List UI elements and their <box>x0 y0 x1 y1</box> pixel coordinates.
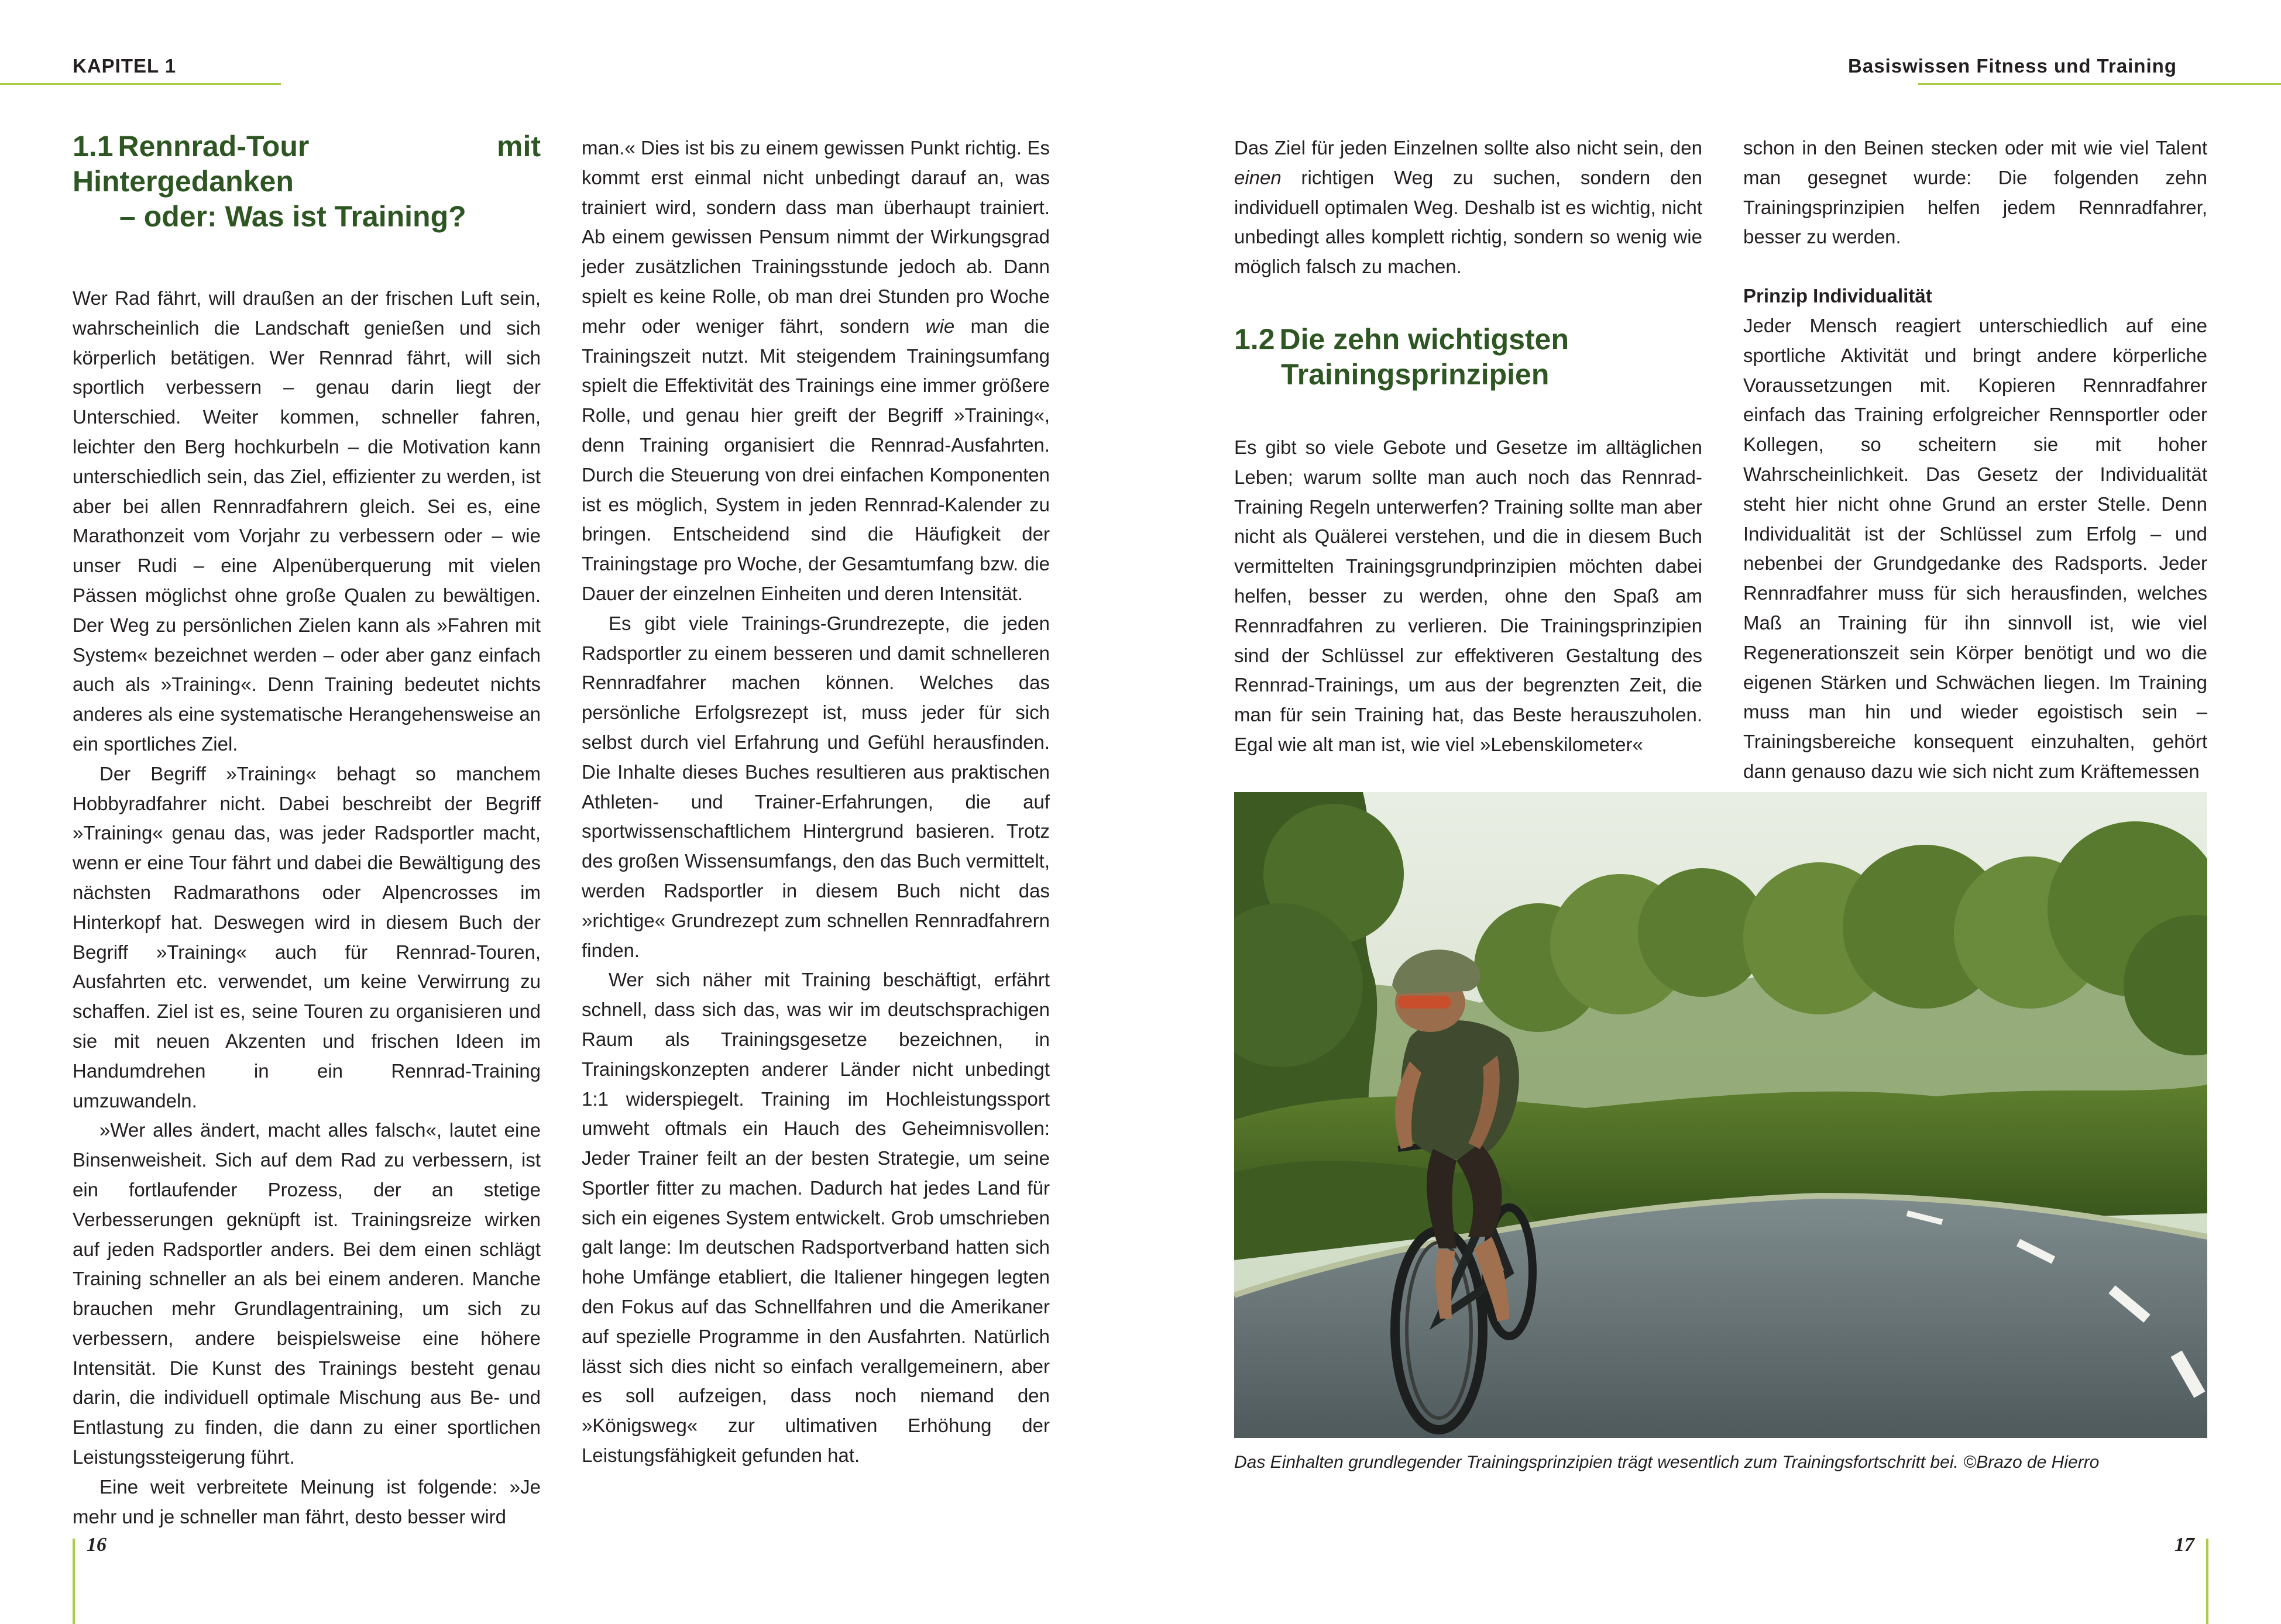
body-paragraph <box>582 133 1050 609</box>
header-rule <box>1918 83 2281 85</box>
running-head-chapter: KAPITEL 1 <box>73 55 177 77</box>
page-number: 17 <box>2174 1534 2194 1556</box>
emphasis: einen <box>1234 166 1282 188</box>
left-column-1 <box>73 129 541 1532</box>
emphasis: wie <box>925 315 955 337</box>
section-heading-1-1 <box>73 129 541 234</box>
body-paragraph: schon in den Beinen stecken oder mit wie viel Talent man gesegnet wurde: Die folgenden zehn Trainingsprinzipien helfen jedem Rennradfahrer, besser zu werden. <box>1743 137 2207 248</box>
subheading-prinzip-individualitaet: Prinzip Individualität <box>1743 285 1932 307</box>
photo-caption: Das Einhalten grundlegender Trainingsprinzipien trägt wesentlich zum Trainingsfortschritt bei. ©Brazo de Hierro <box>1234 1453 2100 1472</box>
section-number: 1.2 <box>1234 322 1275 356</box>
body-paragraph: Es gibt so viele Gebote und Gesetze im alltäglichen Leben; warum sollte man auch noch das Rennrad-Training Regeln unterwerfen? Training sollte man aber nicht als Quälerei verstehen, und die in diesem Buch vermittelten Trainingsgrundprinzipien möchten dabei helfen, besser zu werden, ohne den Spaß am Rennradfahren zu verlieren. Die Trainingsprinzipien sind der Schlüssel zur effektiveren Gestaltung des Rennrad-Trainings, um aus der begrenzten Zeit, die man für sein Training hat, das Beste herauszuholen. Egal wie alt man ist, wie viel »Lebenskilometer« <box>1234 436 1702 755</box>
folio-bar <box>73 1539 75 1624</box>
right-column-2 <box>1743 133 2207 787</box>
section-title-line-2: – oder: Was ist Training? <box>119 200 466 233</box>
body-paragraph: Wer sich näher mit Training beschäftigt, erfährt schnell, dass sich das, was wir im deutschsprachigen Raum als Trainingsgesetze bezeichnen, in Trainingskonzepten anderer Länder nicht unbedingt 1:1 widerspiegelt. Training im Hochleistungssport umweht oftmals ein Hauch des Geheimnisvollen: Jeder Trainer feilt an der besten Strategie, um seine Sportler fitter zu machen. Dadurch hat jedes Land für sich ein eigenes System entwickelt. Grob umschrieben galt lange: Im deutschen Radsportverband hatten sich hohe Umfänge etabliert, die Italiener hingegen legten den Fokus auf das Schnellfahren und die Amerikaner auf spezielle Programme in den Ausfahrten. Natürlich lässt sich dies nicht so einfach verallgemeinern, aber es soll aufzeigen, dass noch niemand den »Königsweg« zur ultimativen Erhöhung der Leistungsfähigkeit gefunden hat. <box>582 969 1050 1467</box>
folio-bar <box>2206 1539 2208 1624</box>
section-title-line-1: Die zehn wichtigsten <box>1279 322 1569 356</box>
left-column-2 <box>582 133 1050 1471</box>
page-number: 16 <box>87 1534 107 1556</box>
section-title-line-2: Trainingsprinzipien <box>1281 357 1550 391</box>
text-run: richtigen Weg zu suchen, sondern den individuell optimalen Weg. Deshalb ist es wichtig, nicht unbedingt alles komplett richtig, sondern so wenig wie möglich falsch zu machen. <box>1234 166 1702 278</box>
body-paragraph <box>1234 133 1702 282</box>
text-run: man die Trainingszeit nutzt. Mit steigendem Trainingsumfang spielt die Effektivität des Trainings eine immer größere Rolle, und genau hier greift der Begriff »Training«, denn Training organisiert die Rennrad-Ausfahrten. Durch die Steuerung von drei einfachen Komponenten ist es möglich, System in jeden Rennrad-Kalender zu bringen. Entscheidend sind die Häufigkeit der Trainingstage pro Woche, der Gesamtumfang bzw. die Dauer der einzelnen Einheiten und deren Intensität. <box>582 315 1050 604</box>
left-page <box>0 0 1140 1624</box>
text-run: man.« Dies ist bis zu einem gewissen Punkt richtig. Es kommt erst einmal nicht unbedingt darauf an, was trainiert wird, sondern dass man überhaupt trainiert. Ab einem gewissen Pensum nimmt der Wirkungsgrad jeder zusätzlichen Trainingsstunde jedoch ab. Dann spielt es keine Rolle, ob man drei Stunden pro Woche mehr oder weniger fährt, sondern <box>582 137 1050 337</box>
right-column-1 <box>1234 133 1702 760</box>
header-rule <box>0 83 281 85</box>
running-head-title: Basiswissen Fitness und Training <box>1848 55 2177 77</box>
body-paragraph: Jeder Mensch reagiert unterschiedlich auf eine sportliche Aktivität und bringt andere körperliche Voraussetzungen mit. Kopieren Rennradfahrer einfach das Training erfolgreicher Rennsportler oder Kollegen, so scheitern sie mit hoher Wahrscheinlichkeit. Das Gesetz der Individualität steht hier nicht ohne Grund an erster Stelle. Denn Individualität ist der Schlüssel zum Erfolg – und nebenbei der Grundgedanke des Radsports. Jeder Rennradfahrer muss für sich herausfinden, welches Maß an Training für ihn sinnvoll ist, wie viel Regenerationszeit sein Körper benötigt und wo die eigenen Stärken und Schwächen liegen. Im Training muss man hin und wieder egoistisch sein – Trainingsbereiche konsequent einzuhalten, gehört dann genauso dazu wie sich nicht zum Kräftemessen <box>1743 314 2207 782</box>
body-paragraph: Eine weit verbreitete Meinung ist folgende: »Je mehr und je schneller man fährt, desto besser wird <box>73 1475 541 1527</box>
cyclist-photo <box>1234 792 2207 1438</box>
body-paragraph: Der Begriff »Training« behagt so manchem Hobbyradfahrer nicht. Dabei beschreibt der Begriff »Training« genau das, was jeder Radsportler macht, wenn er eine Tour fährt und dabei die Bewältigung des nächsten Radmarathons oder Alpencrosses im Hinterkopf hat. Deswegen wird in diesem Buch der Begriff »Training« auch für Rennrad-Touren, Ausfahrten etc. verwendet, um keine Verwirrung zu schaffen. Ziel ist es, seine Touren zu organisieren und sie mit neuen Akzenten und frischen Ideen im Handumdrehen in ein Rennrad-Training umzuwandeln. <box>73 762 541 1112</box>
section-heading-1-2 <box>1234 322 1702 392</box>
body-paragraph: Wer Rad fährt, will draußen an der frischen Luft sein, wahrscheinlich die Landschaft genießen und sich körperlich betätigen. Wer Rennrad fährt, will sich sportlich verbessern – genau darin liegt der Unterschied. Weiter kommen, schneller fahren, leichter den Berg hochkurbeln – die Motivation kann unterschiedlich sein, das Ziel, effizienter zu werden, ist aber bei allen Rennradfahrern gleich. Sei es, eine Marathonzeit vom Vorjahr zu verbessern oder – wie unser Rudi – eine Alpenüberquerung mit vielen Pässen möglichst ohne große Qualen zu bewältigen. Der Weg zu persönlichen Zielen kann als »Fahren mit System« bezeichnet werden – oder aber ganz einfach auch als »Training«. Denn Training bedeutet nichts anderes als eine systematische Herangehensweise an ein sportliches Ziel. <box>73 287 541 755</box>
section-title-line-1: Rennrad-Tour mit Hintergedanken <box>73 130 541 198</box>
body-paragraph: »Wer alles ändert, macht alles falsch«, lautet eine Binsenweisheit. Sich auf dem Rad zu verbessern, ist ein fortlaufender Prozess, der an stetige Verbesserungen geknüpft ist. Trainingsreize wirken auf jeden Radsportler anders. Bei dem einen schlägt Training schneller an als bei einem anderen. Manche brauchen mehr Grundlagentraining, um sich zu verbessern, andere beispielsweise eine höhere Intensität. Die Kunst des Trainings besteht genau darin, die individuell optimale Mischung aus Be- und Entlastung zu finden, die dann zu einer sportlichen Leistungssteigerung führt. <box>73 1119 541 1468</box>
body-paragraph: Es gibt viele Trainings-Grundrezepte, die jeden Radsportler zu einem besseren und damit schnelleren Rennradfahrer machen können. Welches das persönliche Erfolgsrezept ist, muss jeder für sich selbst durch viel Erfahrung und Gefühl herausfinden. Die Inhalte dieses Buches resultieren aus praktischen Athleten- und Trainer-Erfahrungen, die auf sportwissenschaftlichem Hintergrund basieren. Trotz des großen Wissensumfangs, den das Buch vermittelt, werden Radsportler in diesem Buch nicht das »richtige« Grundrezept zum schnellen Rennradfahrern finden. <box>582 612 1050 961</box>
section-number: 1.1 <box>73 130 114 163</box>
text-run: Das Ziel für jeden Einzelnen sollte also nicht sein, den <box>1234 137 1702 159</box>
